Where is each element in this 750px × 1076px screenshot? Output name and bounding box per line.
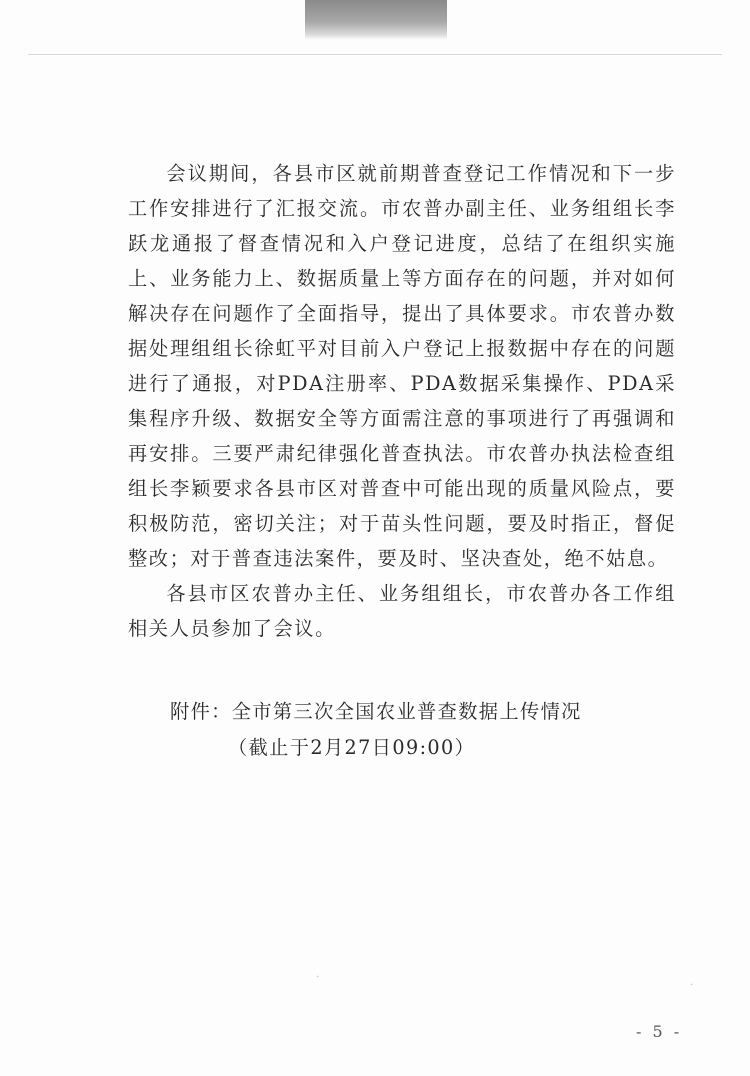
scan-speck: ·: [316, 972, 320, 983]
page-number: - 5 -: [636, 1022, 683, 1041]
body-text: [128, 156, 676, 646]
attachment-note: （截止于2月27日09:00）: [228, 736, 476, 759]
paragraph-meeting-summary: 会议期间，各县市区就前期普查登记工作情况和下一步工作安排进行了汇报交流。市农普办副主任、业务组组长李跃龙通报了督查情况和入户登记进度，总结了在组织实施上、业务能力上、数据质量上等方面存在的问题，并对如何解决存在问题作了全面指导，提出了具体要求。市农普办数据处理组组长徐虹平对目前入户登记上报数据中存在的问题进行了通报，对PDA注册率、PDA数据采集操作、PDA采集程序升级、数据安全等方面需注意的事项进行了再强调和再安排。三要严肃纪律强化普查执法。市农普办执法检查组组长李颖要求各县市区对普查中可能出现的质量风险点，要积极防范，密切关注；对于苗头性问题，要及时指正，督促整改；对于普查违法案件，要及时、坚决查处，绝不姑息。: [128, 162, 676, 570]
scan-speck: ·: [690, 980, 694, 991]
paragraph-attendees: 各县市区农普办主任、业务组组长，市农普办各工作组相关人员参加了会议。: [128, 582, 676, 640]
scan-shadow: [305, 0, 447, 40]
attachment-line: 附件：全市第三次全国农业普查数据上传情况: [170, 700, 582, 723]
top-rule: [28, 54, 722, 55]
